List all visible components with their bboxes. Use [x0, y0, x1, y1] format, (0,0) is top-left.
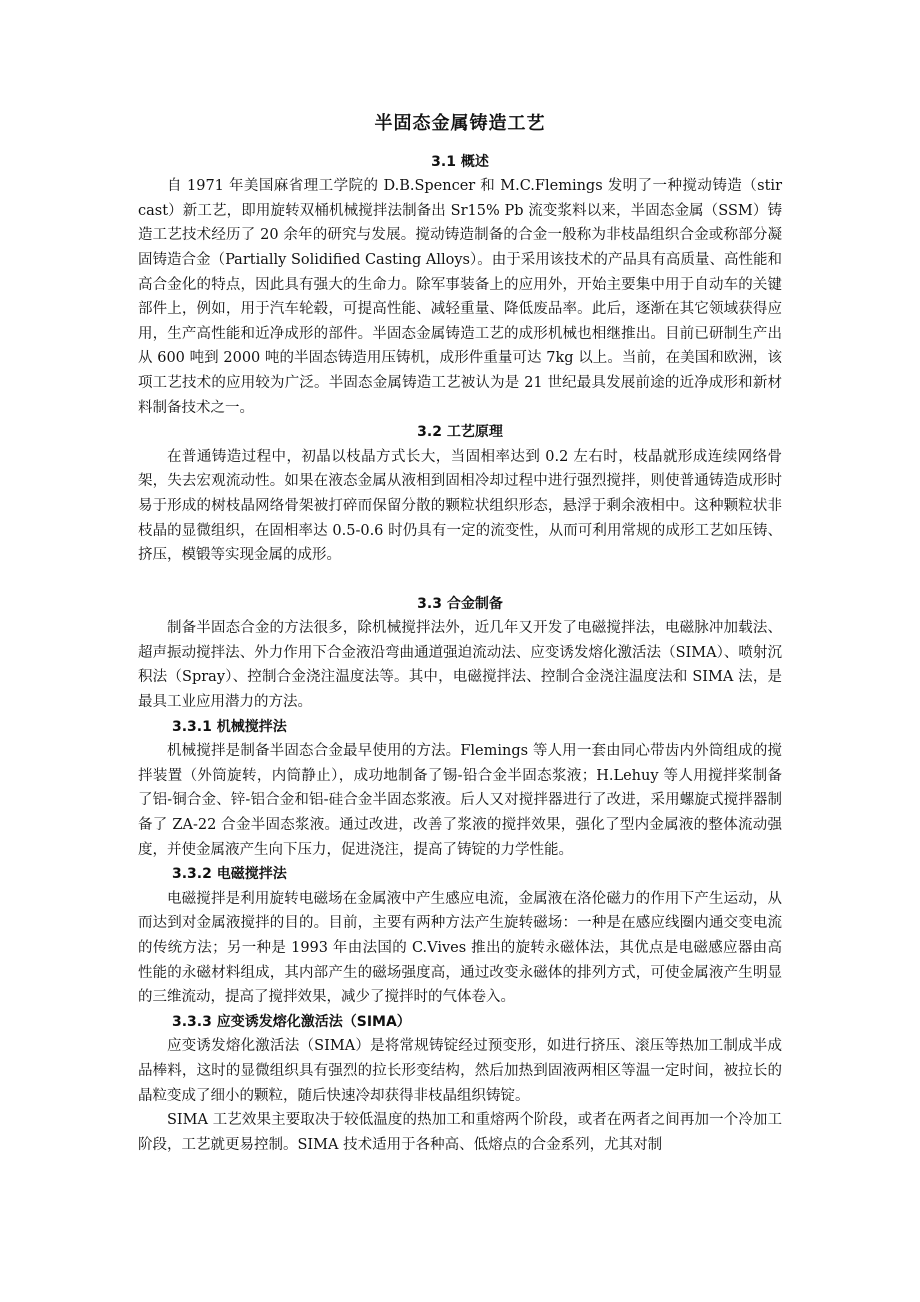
spacer [138, 568, 782, 592]
subsection-heading-3-3-3: 3.3.3 应变诱发熔化激活法（SIMA） [172, 1013, 411, 1030]
subsection-heading-3-3-2: 3.3.2 电磁搅拌法 [172, 866, 287, 883]
document-page [138, 104, 782, 1157]
paragraph-principle: 在普通铸造过程中，初晶以枝晶方式长大，当固相率达到 0.2 左右时，枝晶就形成连续网络骨架，失去宏观流动性。如果在液态金属从液相到固相冷却过程中进行强烈搅拌，则使普通铸造成形时易于形成的树枝晶网络骨架被打碎而保留分散的颗粒状组织形态，悬浮于剩余液相中。这种颗粒状非枝晶的显微组织，在固相率达 0.5-0.6 时仍具有一定的流变性，从而可利用常规的成形工艺如压铸、挤压，模锻等实现金属的成形。 [138, 448, 782, 564]
paragraph-sima-1: 应变诱发熔化激活法（SIMA）是将常规铸锭经过预变形，如进行挤压、滚压等热加工制成半成品棒料，这时的显微组织具有强烈的拉长形变结构，然后加热到固液两相区等温一定时间，被拉长的晶粒变成了细小的颗粒，随后快速冷却获得非枝晶组织铸锭。 [138, 1038, 782, 1104]
paragraph-electromagnetic-stirring: 电磁搅拌是利用旋转电磁场在金属液中产生感应电流，金属液在洛伦磁力的作用下产生运动，从而达到对金属液搅拌的目的。目前，主要有两种方法产生旋转磁场：一种是在感应线圈内通交变电流的传统方法；另一种是 1993 年由法国的 C.Vives 推出的旋转永磁体法，其优点是电磁感应器由高性能的永磁材料组成，其内部产生的磁场强度高，通过改变永磁体的排列方式，可使金属液产生明显的三维流动，提高了搅拌效果，减少了搅拌时的气体卷入。 [138, 890, 782, 1006]
document-title: 半固态金属铸造工艺 [374, 113, 546, 134]
section-heading-3-1: 3.1 概述 [431, 153, 489, 170]
paragraph-alloy-prep: 制备半固态合金的方法很多，除机械搅拌法外，近几年又开发了电磁搅拌法，电磁脉冲加载法、超声振动搅拌法、外力作用下合金液沿弯曲通道强迫流动法、应变诱发熔化激活法（SIMA）、喷射沉积法（Spray）、控制合金浇注温度法等。其中，电磁搅拌法、控制合金浇注温度法和 SIMA 法，是最具工业应用潜力的方法。 [138, 620, 782, 711]
section-heading-3-2: 3.2 工艺原理 [417, 424, 503, 441]
subsection-heading-3-3-1: 3.3.1 机械搅拌法 [172, 718, 287, 735]
section-heading-3-3: 3.3 合金制备 [417, 595, 503, 612]
paragraph-mechanical-stirring: 机械搅拌是制备半固态合金最早使用的方法。Flemings 等人用一套由同心带齿内外筒组成的搅拌装置（外筒旋转，内筒静止），成功地制备了锡-铅合金半固态浆液；H.Lehuy 等人用搅拌桨制备了铝-铜合金、锌-铝合金和铝-硅合金半固态浆液。后人又对搅拌器进行了改进，采用螺旋式搅拌器制备了 ZA-22 合金半固态浆液。通过改进，改善了浆液的搅拌效果，强化了型内金属液的整体流动强度，并使金属液产生向下压力，促进浇注，提高了铸锭的力学性能。 [138, 743, 782, 858]
paragraph-sima-2: SIMA 工艺效果主要取决于较低温度的热加工和重熔两个阶段，或者在两者之间再加一个冷加工阶段，工艺就更易控制。SIMA 技术适用于各种高、低熔点的合金系列，尤其对制 [138, 1112, 782, 1153]
paragraph-overview: 自 1971 年美国麻省理工学院的 D.B.Spencer 和 M.C.Flemings 发明了一种搅动铸造（stir cast）新工艺，即用旋转双桶机械搅拌法制备出 Sr15% Pb 流变浆料以来，半固态金属（SSM）铸造工艺技术经历了 20 余年的研究与发展。搅动铸造制备的合金一般称为非枝晶组织合金或称部分凝固铸造合金（Partially Solidified Casting Alloys）。由于采用该技术的产品具有高质量、高性能和高合金化的特点，因此具有强大的生命力。除军事装备上的应用外，开始主要集中用于自动车的关键部件上，例如，用于汽车轮毂，可提高性能、减轻重量、降低废品率。此后，逐渐在其它领域获得应用，生产高性能和近净成形的部件。半固态金属铸造工艺的成形机械也相继推出。目前已研制生产出从 600 吨到 2000 吨的半固态铸造用压铸机，成形件重量可达 7kg 以上。当前，在美国和欧洲，该项工艺技术的应用较为广泛。半固态金属铸造工艺被认为是 21 世纪最具发展前途的近净成形和新材料制备技术之一。 [138, 178, 782, 416]
